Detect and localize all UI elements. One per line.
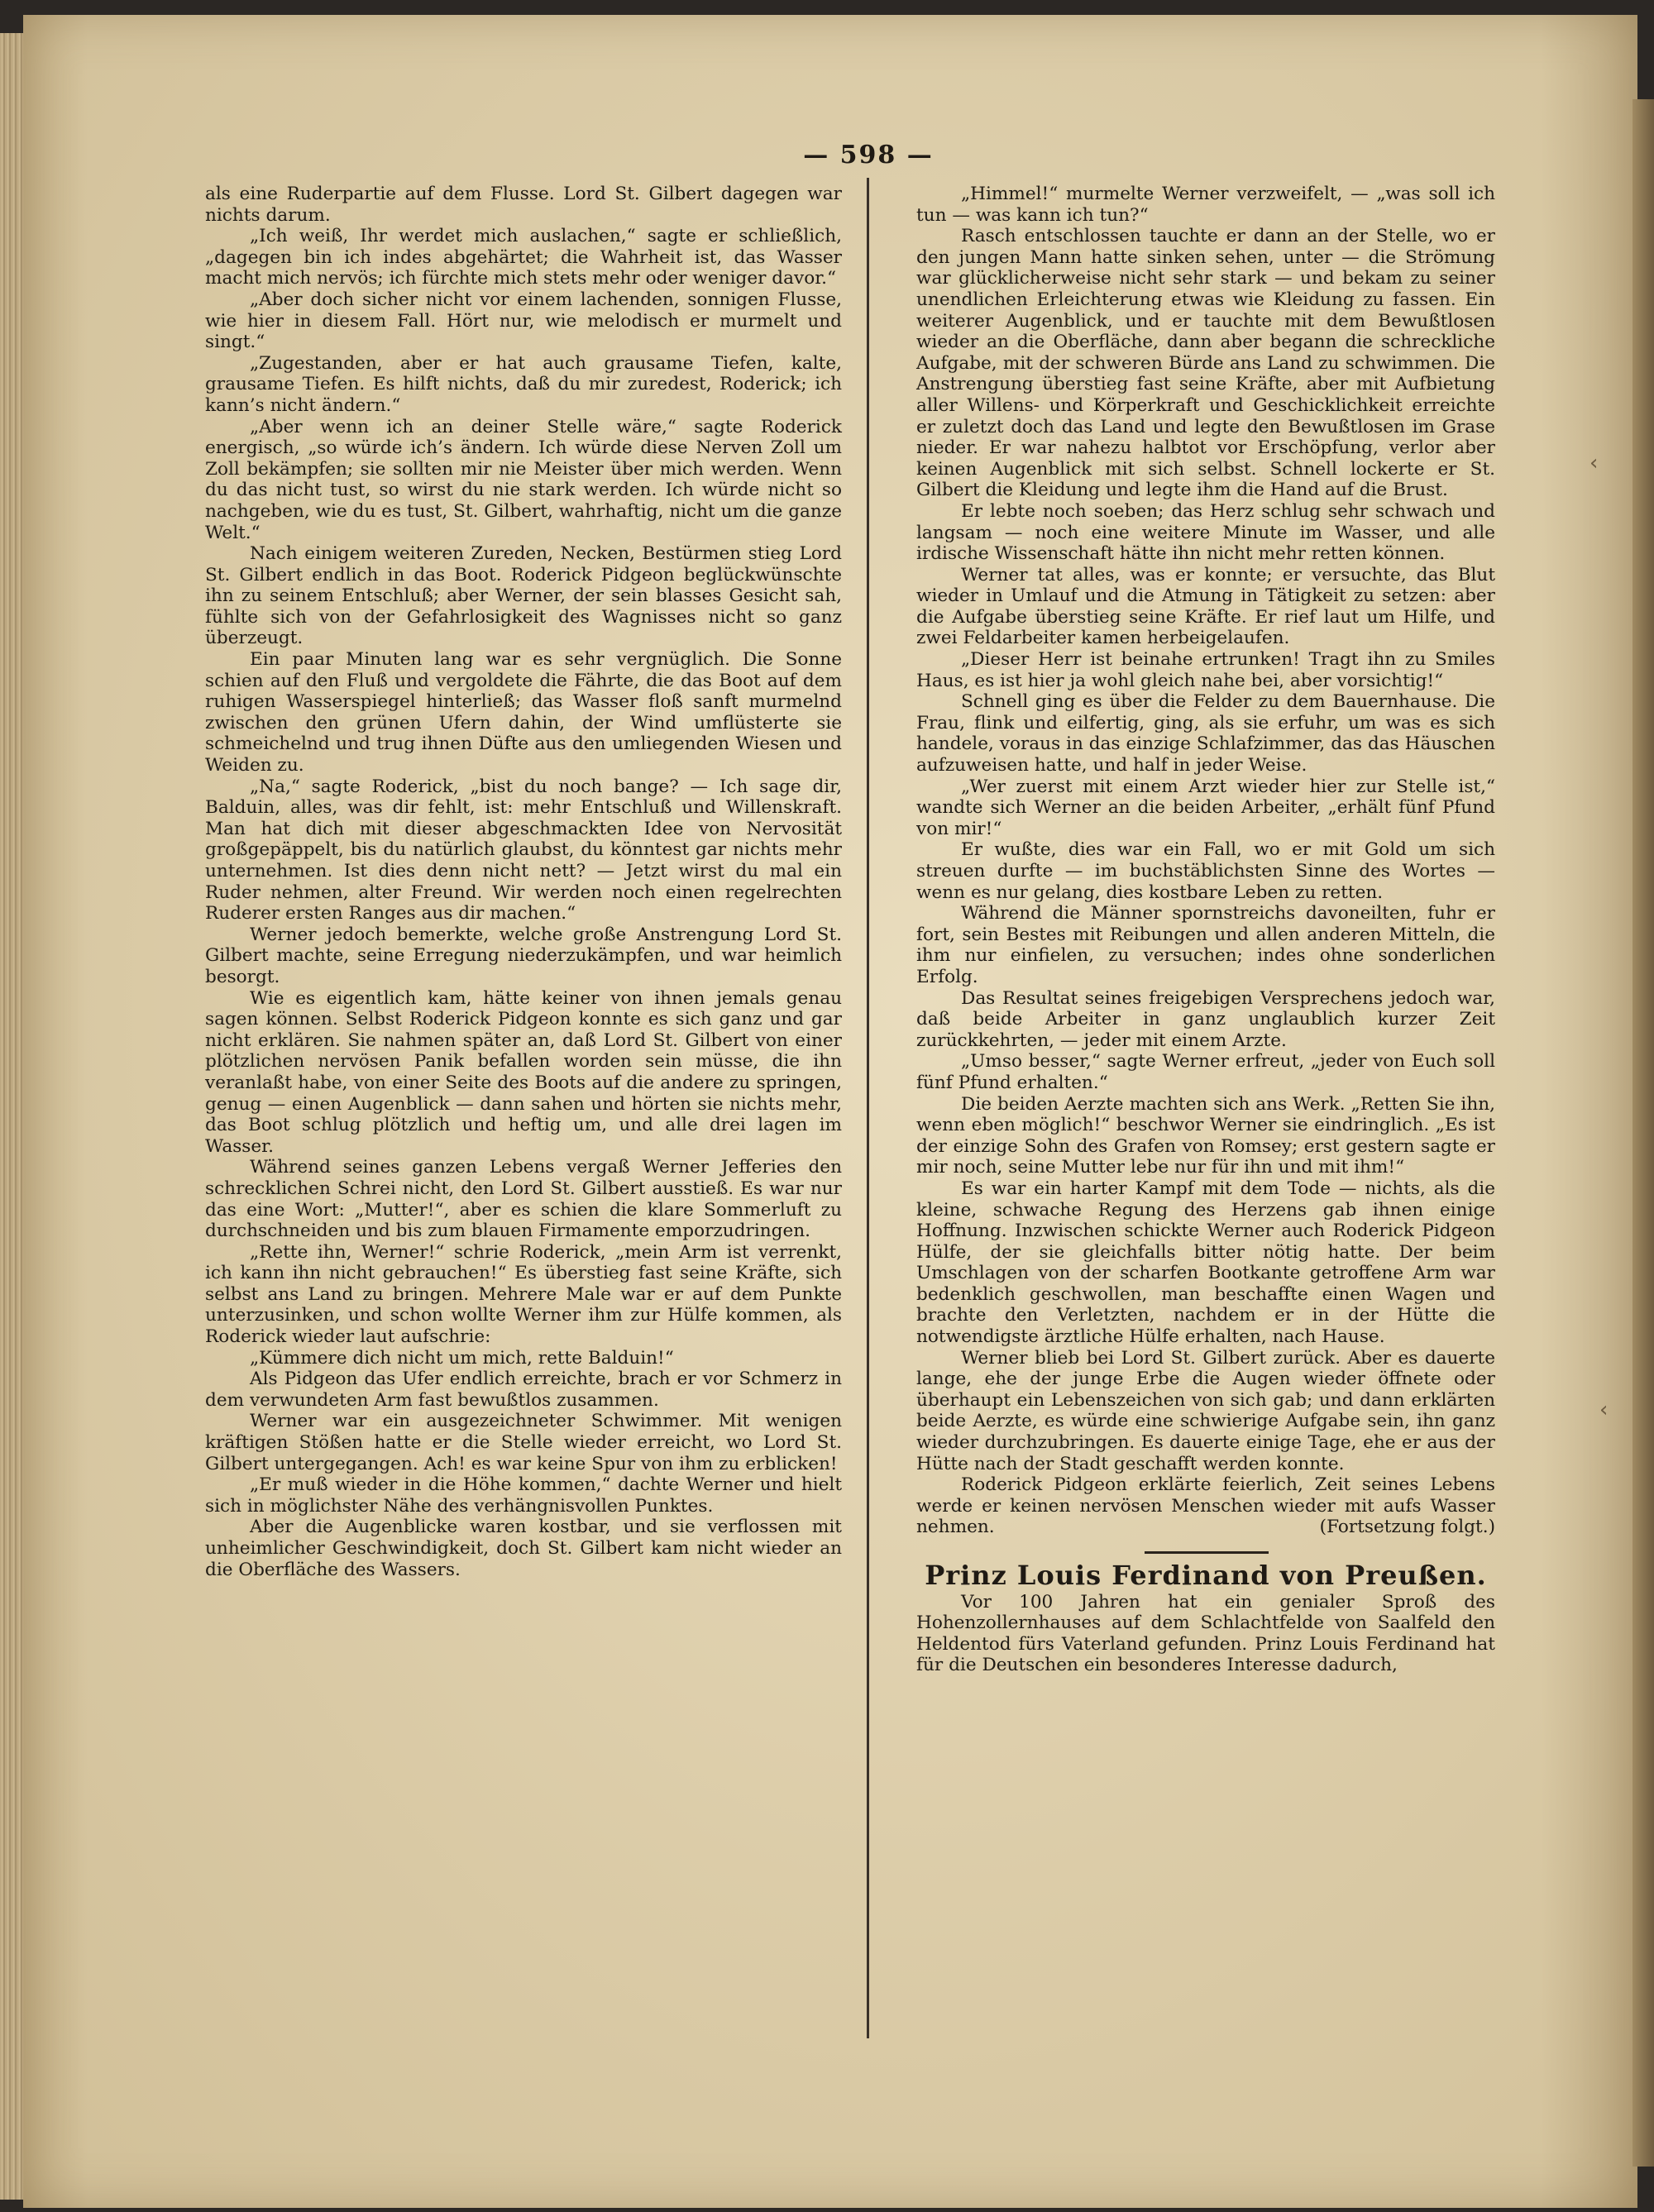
paragraph: Während seines ganzen Lebens vergaß Werner Jefferies den schrecklichen Schrei nicht, den Lord St. Gilbert ausstieß. Es war nur das eine Wort: „Mutter!“, aber es schien die klare Sommerluft zu durchschneiden und bis zum blauen Firmamente emporzudringen. [205,1157,842,1242]
paragraph: „Rette ihn, Werner!“ schrie Roderick, „mein Arm ist verrenkt, ich kann ihn nicht gebrauchen!“ Es überstieg fast seine Kräfte, sich selbst ans Land zu bringen. Mehrere Male war er auf dem Punkte unterzusinken, und schon wollte Werner ihm zur Hülfe kommen, als Roderick wieder laut aufschrie: [205,1241,842,1348]
continued-label: (Fortsetzung folgt.) [1319,1517,1495,1538]
paragraph: Werner war ein ausgezeichneter Schwimmer. Mit wenigen kräftigen Stößen hatte er die Stelle wieder erreicht, wo Lord St. Gilbert untergegangen. Ach! es war keine Spur von ihm zu erblicken! [205,1411,842,1474]
paragraph: als eine Ruderpartie auf dem Flusse. Lord St. Gilbert dagegen war nichts darum. [205,184,842,226]
paragraph: Das Resultat seines freigebigen Versprechens jedoch war, daß beide Arbeiter in ganz unglaublich kurzer Zeit zurückkehrten, — jeder mit einem Arzte. [916,987,1495,1051]
section-divider [1145,1551,1269,1554]
paragraph-text: Roderick Pidgeon erklärte feierlich, Zeit seines Lebens werde er keinen nervösen Menschen wieder mit aufs Wasser nehmen. [916,1474,1495,1538]
margin-arrow-icon: ‹ [1599,1397,1609,1422]
paragraph: Während die Männer spornstreichs davoneilten, fuhr er fort, sein Bestes mit Reibungen und allen anderen Mitteln, die ihm nur einfielen, zu versuchen; indes ohne sonderlichen Erfolg. [916,903,1495,987]
paragraph: „Dieser Herr ist beinahe ertrunken! Tragt ihn zu Smiles Haus, es ist hier ja wohl gleich nahe bei, aber vorsichtig!“ [916,649,1495,691]
paragraph: „Aber doch sicher nicht vor einem lachenden, sonnigen Flusse, wie hier in diesem Fall. Hört nur, wie melodisch er murmelt und singt.“ [205,289,842,353]
paragraph: „Zugestanden, aber er hat auch grausame Tiefen, kalte, grausame Tiefen. Es hilft nichts, daß du mir zuredest, Roderick; ich kann’s nicht ändern.“ [205,352,842,416]
paragraph: Es war ein harter Kampf mit dem Tode — nichts, als die kleine, schwache Regung des Herzens gab ihnen einige Hoffnung. Inzwischen schickte Werner auch Roderick Pidgeon Hülfe, der sie gleichfalls bitter nötig hatte. Der beim Umschlagen von der scharfen Bootkante getroffene Arm war bedenklich geschwollen, man beschaffte einen Wagen und brachte den Verletzten, nachdem er in der Hütte die notwendigste ärztliche Hülfe erhalten, nach Hause. [916,1178,1495,1348]
paragraph: „Na,“ sagte Roderick, „bist du noch bange? — Ich sage dir, Balduin, alles, was dir fehlt, ist: mehr Entschluß und Willenskraft. Man hat dich mit dieser abgeschmackten Idee von Nervosität großgepäppelt, bis du natürlich glaubst, du könntest gar nichts mehr unternehmen. Ist dies denn nicht nett? — Jetzt wirst du mal ein Ruder nehmen, alter Freund. Wir werden noch einen regelrechten Ruderer ersten Ranges aus dir machen.“ [205,776,842,924]
left-column [205,184,842,1580]
paragraph: „Ich weiß, Ihr werdet mich auslachen,“ sagte er schließlich, „dagegen bin ich indes abgehärtet; die Wahrheit ist, das Wasser macht mich nervös; ich fürchte mich stets mehr oder weniger davor.“ [205,226,842,289]
article-paragraph: Vor 100 Jahren hat ein genialer Sproß des Hohenzollernhauses auf dem Schlachtfelde von Saalfeld den Heldentod fürs Vaterland gefunden. Prinz Louis Ferdinand hat für die Deutschen ein besonderes Interesse dadurch, [916,1591,1495,1676]
paragraph: Werner jedoch bemerkte, welche große Anstrengung Lord St. Gilbert machte, seine Erregung niederzukämpfen, und war heimlich besorgt. [205,924,842,987]
paragraph: Wie es eigentlich kam, hätte keiner von ihnen jemals genau sagen können. Selbst Roderick Pidgeon konnte es sich ganz und gar nicht erklären. Sie nahmen später an, daß Lord St. Gilbert von einer plötzlichen nervösen Panik befallen worden sein müsse, die ihn veranlaßt habe, von einer Seite des Boots auf die andere zu springen, genug — einen Augenblick — dann sahen und hörten sie nichts mehr, das Boot schlug plötzlich und heftig um, und alle drei lagen im Wasser. [205,987,842,1157]
paragraph: Aber die Augenblicke waren kostbar, und sie verflossen mit unheimlicher Geschwindigkeit, doch St. Gilbert kam nicht wieder an die Oberfläche des Wassers. [205,1517,842,1580]
paragraph-last [916,1474,1495,1538]
paragraph: „Kümmere dich nicht um mich, rette Balduin!“ [250,1347,674,1369]
margin-arrow-icon: ‹ [1589,451,1599,475]
paragraph: „Himmel!“ murmelte Werner verzweifelt, — „was soll ich tun — was kann ich tun?“ [916,184,1495,226]
paragraph: Er wußte, dies war ein Fall, wo er mit Gold um sich streuen durfte — im buchstäblichsten Sinne des Wortes — wenn es nur gelang, dies kostbare Leben zu retten. [916,839,1495,903]
paragraph: Ein paar Minuten lang war es sehr vergnüglich. Die Sonne schien auf den Fluß und vergoldete die Fährte, die das Boot auf dem ruhigen Wasserspiegel hinterließ; das Wasser floß sanft murmelnd zwischen den grünen Ufern dahin, der Wind umflüsterte sie schmeichelnd und trug ihnen Düfte aus den umliegenden Wiesen und Weiden zu. [205,649,842,776]
paragraph: „Aber wenn ich an deiner Stelle wäre,“ sagte Roderick energisch, „so würde ich’s ändern. Ich würde diese Nerven Zoll um Zoll bekämpfen; sie sollten mir nie Meister über mich werden. Wenn du das nicht tust, so wirst du nie stark werden. Ich würde nicht so nachgeben, wie du es tust, St. Gilbert, wahrhaftig, nicht um die ganze Welt.“ [205,416,842,543]
paragraph: Rasch entschlossen tauchte er dann an der Stelle, wo er den jungen Mann hatte sinken sehen, unter — die Strömung war glücklicherweise nicht sehr stark — und bekam zu seiner unendlichen Erleichterung etwas wie Kleidung zu fassen. Ein weiterer Augenblick, und er tauchte mit dem Bewußtlosen wieder an die Oberfläche, dann aber begann die schreckliche Aufgabe, mit der schweren Bürde ans Land zu schwimmen. Die Anstrengung überstieg fast seine Kräfte, aber mit Aufbietung aller Willens- und Körperkraft und Geschicklichkeit erreichte er zuletzt doch das Land und legte den Bewußtlosen im Grase nieder. Er war nahezu halbtot vor Erschöpfung, verlor aber keinen Augenblick mit sich selbst. Schnell lockerte er St. Gilbert die Kleidung und legte ihm die Hand auf die Brust. [916,226,1495,501]
page-number: — 598 — [803,141,934,170]
binding-shadow [1632,99,1654,2167]
paragraph: Nach einigem weiteren Zureden, Necken, Bestürmen stieg Lord St. Gilbert endlich in das Boot. Roderick Pidgeon beglückwünschte ihn zu seinem Entschluß; aber Werner, der sein blasses Gesicht sah, fühlte sich von der Gefahrlosigkeit des Wagnisses nicht so ganz überzeugt. [205,543,842,649]
paragraph: „Er muß wieder in die Höhe kommen,“ dachte Werner und hielt sich in möglichster Nähe des verhängnisvollen Punktes. [205,1474,842,1517]
section-title: Prinz Louis Ferdinand von Preußen. [925,1560,1487,1591]
right-column [916,184,1495,1676]
paragraph: „Wer zuerst mit einem Arzt wieder hier zur Stelle ist,“ wandte sich Werner an die beiden Arbeiter, „erhält fünf Pfund von mir!“ [916,776,1495,839]
paragraph: „Umso besser,“ sagte Werner erfreut, „jeder von Euch soll fünf Pfund erhalten.“ [916,1051,1495,1093]
paragraph: Die beiden Aerzte machten sich ans Werk. „Retten Sie ihn, wenn eben möglich!“ beschwor Werner sie eindringlich. „Es ist der einzige Sohn des Grafen von Romsey; erst gestern sagte er mir noch, seine Mutter lebe nur für ihn und mit ihm!“ [916,1093,1495,1178]
column-divider [867,178,869,2038]
paragraph: Als Pidgeon das Ufer endlich erreichte, brach er vor Schmerz in dem verwundeten Arm fast bewußtlos zusammen. [205,1369,842,1411]
paragraph: Werner blieb bei Lord St. Gilbert zurück. Aber es dauerte lange, ehe der junge Erbe die Augen wieder öffnete oder überhaupt ein Lebenszeichen von sich gab; und dann erklärten beide Aerzte, es würde eine schwierige Aufgabe sein, ihn ganz wieder durchzubringen. Es dauerte einige Tage, ehe er aus der Hütte nach der Stadt geschafft werden konnte. [916,1347,1495,1474]
paragraph: Schnell ging es über die Felder zu dem Bauernhause. Die Frau, flink und eilfertig, ging, als sie erfuhr, um was es sich handele, voraus in das einzige Schlafzimmer, das das Häuschen aufzuweisen hatte, und half in jeder Weise. [916,691,1495,776]
paragraph: Er lebte noch soeben; das Herz schlug sehr schwach und langsam — noch eine weitere Minute im Wasser, und alle irdische Wissenschaft hätte ihn nicht mehr retten können. [916,500,1495,565]
paragraph: Werner tat alles, was er konnte; er versuchte, das Blut wieder in Umlauf und die Atmung in Tätigkeit zu setzen: aber die Aufgabe überstieg seine Kräfte. Er rief laut um Hilfe, und zwei Feldarbeiter kamen herbeigelaufen. [916,564,1495,649]
